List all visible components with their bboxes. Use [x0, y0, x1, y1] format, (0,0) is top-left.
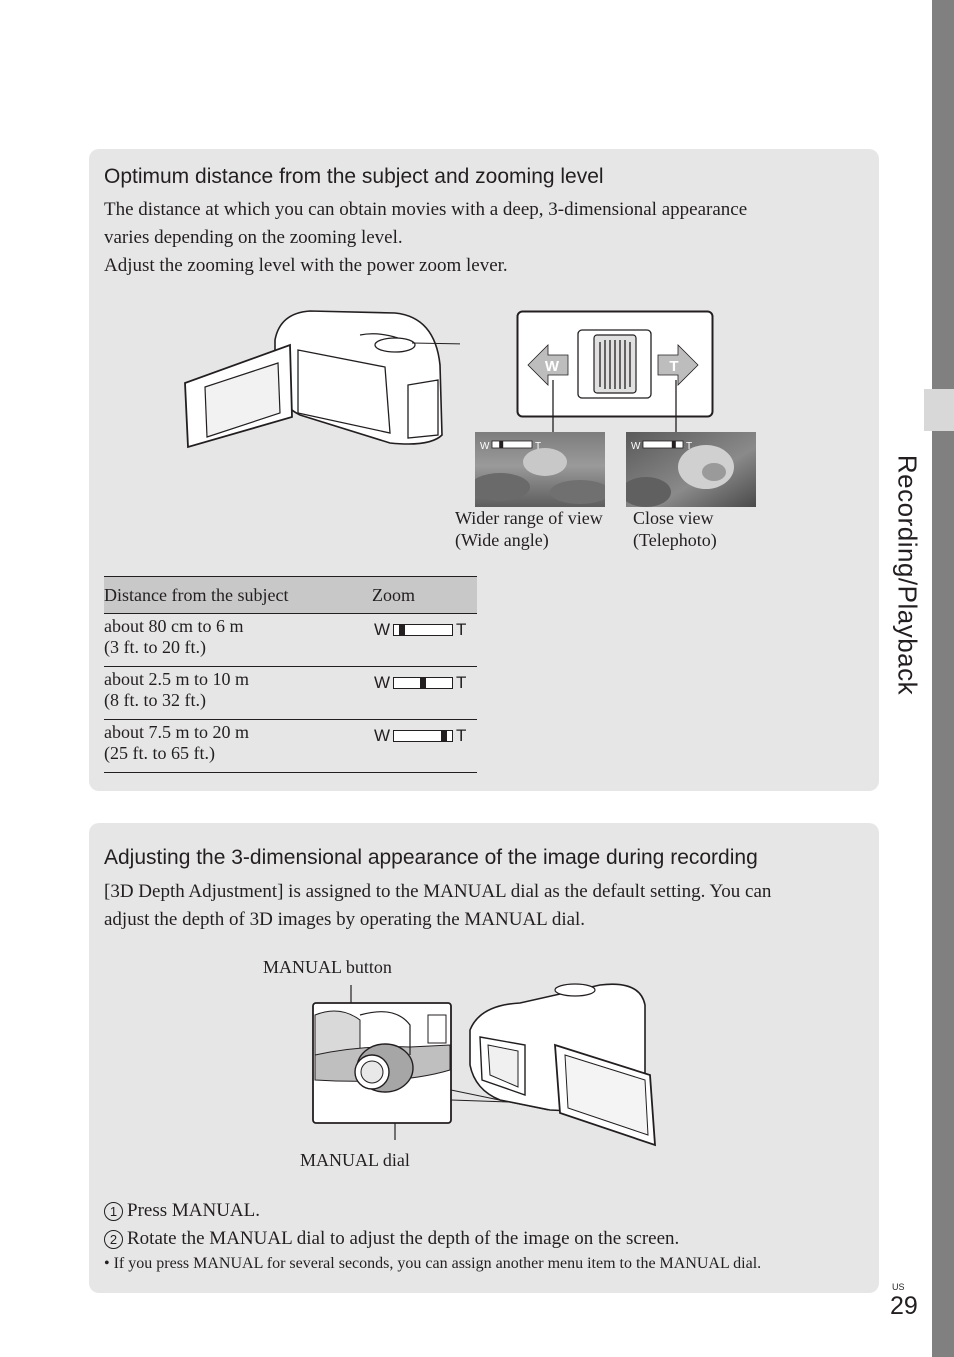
step-1-number: 1: [104, 1202, 123, 1221]
thumb-tele-t: T: [686, 441, 693, 452]
zoom-t-label: T: [456, 726, 467, 745]
distance-metric: about 2.5 m to 10 m: [104, 669, 249, 689]
zoom-indicator: [374, 619, 477, 640]
lever-t-mark: T: [669, 358, 679, 375]
thumb-tele-w: W: [631, 441, 641, 452]
header-distance: Distance from the subject: [104, 577, 366, 614]
zoom-knob: [420, 677, 426, 689]
distance-cell: [104, 667, 366, 720]
zoom-w-label: W: [374, 726, 391, 745]
manual-dial-label: MANUAL dial: [300, 1150, 410, 1170]
table-header-row: [104, 577, 477, 614]
zoom-w-label: W: [374, 620, 391, 639]
page-region-code: US: [892, 1282, 905, 1292]
callout-pointer-lines: [550, 380, 680, 440]
depth-para-line-2: adjust the depth of 3D images by operating the MANUAL dial.: [104, 909, 586, 930]
chapter-label: [876, 445, 938, 705]
wide-angle-thumbnail: [475, 432, 605, 507]
wide-caption-line-1: Wider range of view: [455, 508, 603, 528]
zoom-t-label: T: [456, 620, 467, 639]
distance-cell: [104, 614, 366, 667]
distance-metric: about 7.5 m to 20 m: [104, 722, 249, 742]
lever-w-mark: W: [544, 358, 560, 375]
table-row: [104, 667, 477, 720]
step-2-text: Rotate the MANUAL dial to adjust the depth of the image on the screen.: [127, 1228, 680, 1249]
distance-cell: [104, 720, 366, 773]
zoom-w-label: W: [374, 673, 391, 692]
distance-imperial: (8 ft. to 32 ft.): [104, 690, 206, 710]
zoom-cell: [366, 720, 477, 773]
chapter-tab-marker: [924, 389, 954, 431]
telephoto-thumbnail: [626, 432, 756, 507]
step-1-text: Press MANUAL.: [127, 1200, 260, 1221]
distance-metric: about 80 cm to 6 m: [104, 616, 244, 636]
tele-caption-line-2: (Telephoto): [633, 530, 717, 550]
manual-button-label: MANUAL button: [263, 957, 392, 977]
depth-section-heading: Adjusting the 3-dimensional appearance of the image during recording: [104, 846, 758, 869]
distance-imperial: (25 ft. to 65 ft.): [104, 743, 215, 763]
distance-zoom-table: [104, 576, 477, 773]
thumb-tele-knob: [672, 441, 676, 448]
zoom-indicator: [374, 672, 477, 693]
depth-para-line-1: [3D Depth Adjustment] is assigned to the MANUAL dial as the default setting. You can: [104, 881, 772, 902]
zoom-t-label: T: [456, 673, 467, 692]
manual-dial-illustration: [300, 975, 670, 1150]
step-2: [104, 1228, 679, 1250]
zoom-section-heading: Optimum distance from the subject and zooming level: [104, 165, 604, 188]
thumb-wide-t: T: [535, 441, 542, 452]
zoom-cell: [366, 614, 477, 667]
table-row: [104, 720, 477, 773]
page-number: 29: [890, 1292, 918, 1320]
zoom-para-line-2: varies depending on the zooming level.: [104, 227, 403, 248]
wide-caption-line-2: (Wide angle): [455, 530, 549, 550]
zoom-knob: [441, 730, 447, 742]
step-1: [104, 1200, 260, 1222]
zoom-para-line-3: Adjust the zooming level with the power zoom lever.: [104, 255, 508, 276]
zoom-knob: [399, 624, 405, 636]
zoom-track: [393, 730, 453, 742]
zoom-cell: [366, 667, 477, 720]
step-2-number: 2: [104, 1230, 123, 1249]
footnote: • If you press MANUAL for several seconds, you can assign another menu item to the MANUAL dial.: [104, 1255, 762, 1272]
table-row: [104, 614, 477, 667]
thumb-wide-knob: [499, 441, 503, 448]
distance-imperial: (3 ft. to 20 ft.): [104, 637, 206, 657]
zoom-track: [393, 624, 453, 636]
zoom-indicator: [374, 725, 477, 746]
camcorder-illustration: [180, 305, 460, 455]
zoom-track: [393, 677, 453, 689]
chapter-label-text: Recording/Playback: [892, 454, 923, 696]
zoom-lever-spot: [375, 338, 415, 352]
zoom-para-line-1: The distance at which you can obtain movies with a deep, 3-dimensional appearance: [104, 199, 748, 220]
thumb-wide-w: W: [480, 441, 490, 452]
header-zoom: Zoom: [366, 577, 477, 614]
tele-caption-line-1: Close view: [633, 508, 714, 528]
